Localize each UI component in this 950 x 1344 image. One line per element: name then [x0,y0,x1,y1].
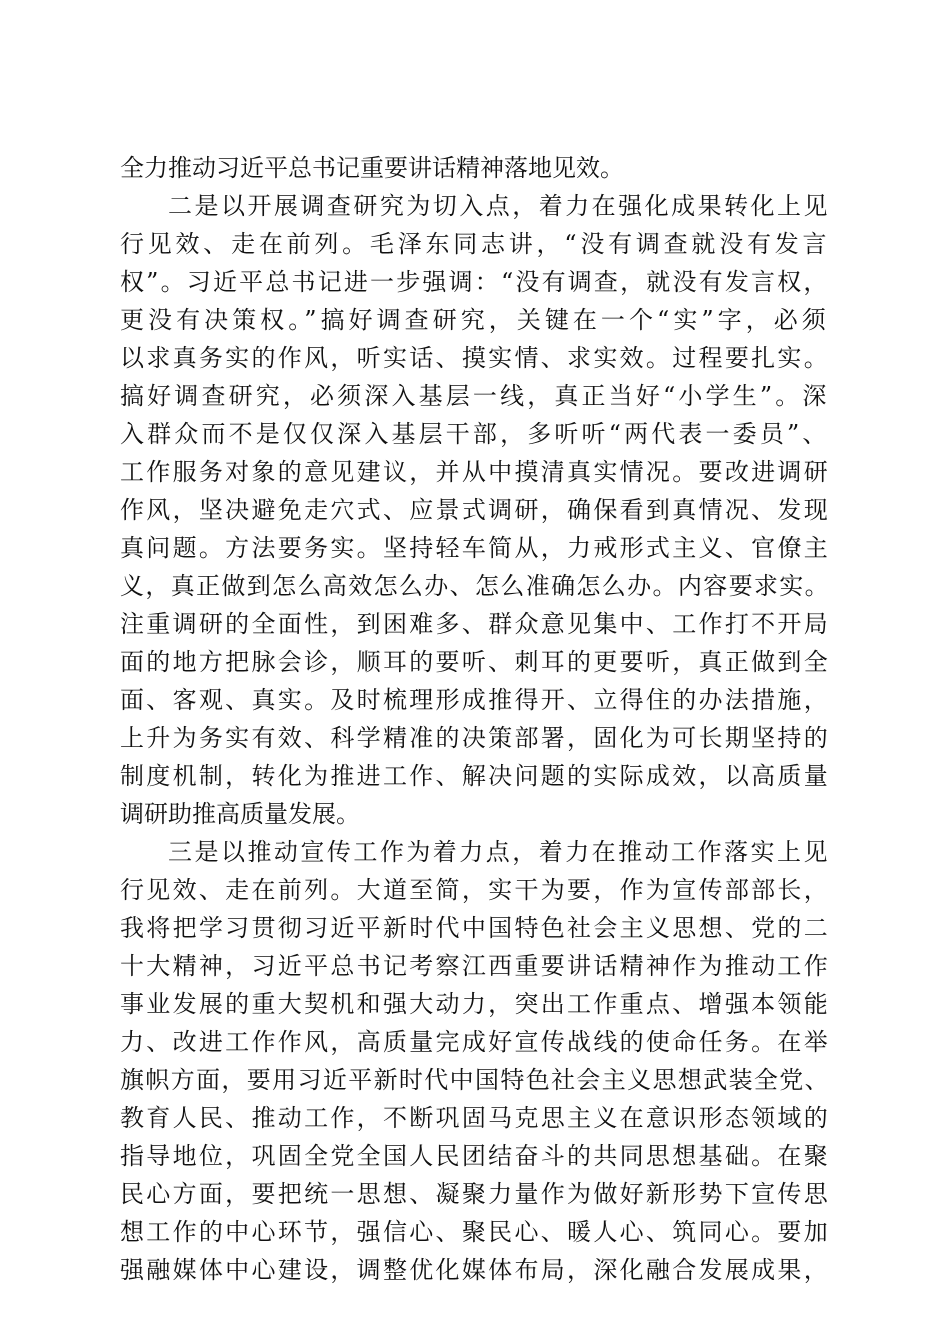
text-line: 制度机制，转化为推进工作、解决问题的实际成效，以高质量 [120,762,830,790]
text-line: 义，真正做到怎么高效怎么办、怎么准确怎么办。内容要求实。 [120,572,830,600]
paragraph-start-line: 二是以开展调查研究为切入点，着力在强化成果转化上见 [168,192,830,220]
text-line: 我将把学习贯彻习近平新时代中国特色社会主义思想、党的二 [120,914,830,942]
text-line: 真问题。方法要务实。坚持轻车简从，力戒形式主义、官僚主 [120,534,830,562]
text-line: 搞好调查研究，必须深入基层一线，真正当好“小学生”。深 [120,382,830,410]
text-line: 面、客观、真实。及时梳理形成推得开、立得住的办法措施， [120,686,830,714]
text-line: 全力推动习近平总书记重要讲话精神落地见效。 [120,154,624,182]
paragraph-start-line: 三是以推动宣传工作为着力点，着力在推动工作落实上见 [168,838,830,866]
text-line: 注重调研的全面性，到困难多、群众意见集中、工作打不开局 [120,610,830,638]
text-line: 上升为务实有效、科学精准的决策部署，固化为可长期坚持的 [120,724,830,752]
text-line: 面的地方把脉会诊，顺耳的要听、刺耳的更要听，真正做到全 [120,648,830,676]
text-line: 想工作的中心环节，强信心、聚民心、暖人心、筑同心。要加 [120,1218,830,1246]
text-line: 行见效、走在前列。毛泽东同志讲，“没有调查就没有发言 [120,230,831,258]
text-line: 调研助推高质量发展。 [120,800,360,828]
document-page [120,150,832,1300]
text-line: 教育人民、推动工作，不断巩固马克思主义在意识形态领域的 [120,1104,830,1132]
text-line: 作风，坚决避免走穴式、应景式调研，确保看到真情况、发现 [120,496,830,524]
text-line: 民心方面，要把统一思想、凝聚力量作为做好新形势下宣传思 [120,1180,830,1208]
text-line: 旗帜方面，要用习近平新时代中国特色社会主义思想武装全党、 [120,1066,830,1094]
text-line: 行见效、走在前列。大道至简，实干为要，作为宣传部部长， [120,876,830,904]
text-line: 强融媒体中心建设，调整优化媒体布局，深化融合发展成果， [120,1256,830,1284]
text-line: 工作服务对象的意见建议，并从中摸清真实情况。要改进调研 [120,458,830,486]
text-line: 力、改进工作作风，高质量完成好宣传战线的使命任务。在举 [120,1028,830,1056]
text-line: 入群众而不是仅仅深入基层干部，多听听“两代表一委员”、 [120,420,830,448]
text-line: 事业发展的重大契机和强大动力，突出工作重点、增强本领能 [120,990,830,1018]
text-line: 指导地位，巩固全党全国人民团结奋斗的共同思想基础。在聚 [120,1142,830,1170]
text-line: 以求真务实的作风，听实话、摸实情、求实效。过程要扎实。 [120,344,830,372]
text-line: 十大精神，习近平总书记考察江西重要讲话精神作为推动工作 [120,952,830,980]
text-line: 权”。习近平总书记进一步强调：“没有调查，就没有发言权， [120,268,830,296]
text-line: 更没有决策权。”搞好调查研究，关键在一个“实”字，必须 [120,306,830,334]
